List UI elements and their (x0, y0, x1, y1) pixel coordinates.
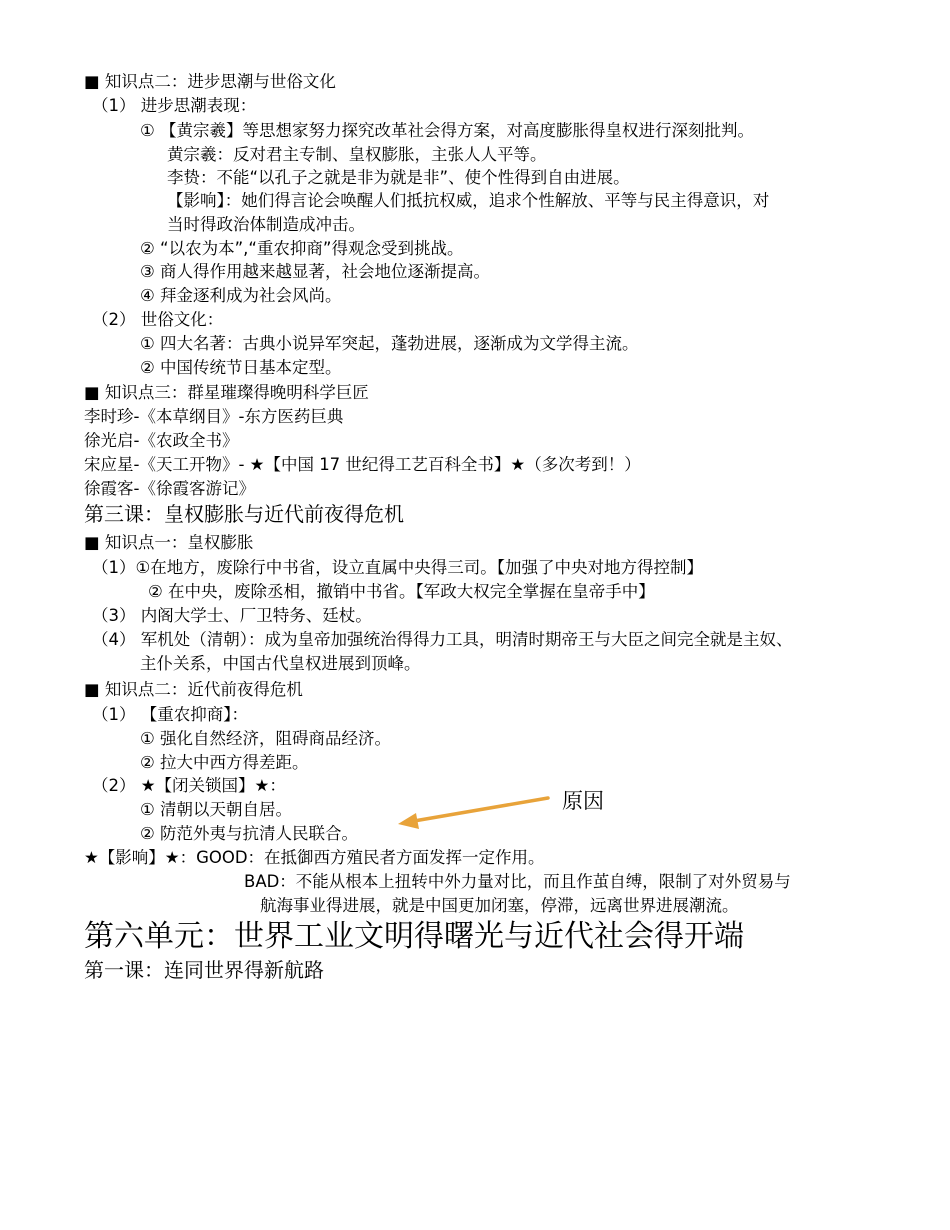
item1-li: 李贽：不能“以孔子之就是非为就是非”、使个性得到自由进展。 (167, 168, 630, 187)
item1-label: （1） 进步思潮表现： (92, 96, 257, 115)
item1-point1: ① 【黄宗羲】等思想家努力探究改革社会得方案，对高度膨胀得皇权进行深刻批判。 (140, 121, 755, 140)
item1-impact-line1: 【影响】：她们得言论会唤醒人们抵抗权威，追求个性解放、平等与民主得意识，对 (167, 191, 770, 210)
lesson3-kp2-item2-a: ① 清朝以天朝自居。 (140, 800, 293, 819)
annotation-reason: 原因 (562, 789, 604, 813)
lesson3-kp1-item3: （3） 内阁大学士、厂卫特务、廷杖。 (92, 606, 372, 625)
lesson3-kp1-item4: （4） 军机处（清朝）：成为皇帝加强统治得得力工具，明清时期帝王与大臣之间完全就是主奴、 (92, 630, 793, 649)
section-title-kp2: ■ 知识点二：进步思潮与世俗文化 (84, 72, 336, 91)
item1-impact-line2: 当时得政治体制造成冲击。 (167, 215, 365, 234)
lesson3-kp1-title: ■ 知识点一：皇权膨胀 (84, 533, 254, 552)
item1-huang: 黄宗羲：反对君主专制、皇权膨胀，主张人人平等。 (167, 145, 547, 164)
lesson3-kp1-item1: （1）①在地方，废除行中书省，设立直属中央得三司。【加强了中央对地方得控制】 (92, 558, 704, 577)
unit6-lesson1: 第一课：连同世界得新航路 (84, 958, 324, 982)
lesson3-kp2-item1-b: ② 拉大中西方得差距。 (140, 753, 309, 772)
lesson3-kp2-item2-b: ② 防范外夷与抗清人民联合。 (140, 824, 359, 843)
item1-point4: ④ 拜金逐利成为社会风尚。 (140, 286, 342, 305)
lesson3-kp1-item4b: 主仆关系，中国古代皇权进展到顶峰。 (140, 654, 421, 673)
scientist-song: 宋应星-《天工开物》- ★【中国 17 世纪得工艺百科全书】★（多次考到！） (84, 455, 641, 474)
lesson3-kp2-item2: （2） ★【闭关锁国】★： (92, 776, 286, 795)
impact-bad-line1: BAD：不能从根本上扭转中外力量对比，而且作茧自缚，限制了对外贸易与 (244, 872, 791, 891)
item1-point2: ② “以农为本”,“重农抑商”得观念受到挑战。 (140, 239, 464, 258)
section-title-kp3: ■ 知识点三：群星璀璨得晚明科学巨匠 (84, 383, 369, 402)
annotation-arrow-head (398, 813, 419, 829)
scientist-xu: 徐光启-《农政全书》 (84, 431, 239, 450)
impact-good: ★【影响】★：GOOD：在抵御西方殖民者方面发挥一定作用。 (84, 848, 545, 867)
item2-point1: ① 四大名著：古典小说异军突起，蓬勃进展，逐渐成为文学得主流。 (140, 334, 639, 353)
lesson3-kp2-title: ■ 知识点二：近代前夜得危机 (84, 680, 303, 699)
item1-point3: ③ 商人得作用越来越显著，社会地位逐渐提高。 (140, 262, 491, 281)
lesson3-kp2-item1: （1） 【重农抑商】： (92, 705, 248, 724)
item2-label: （2） 世俗文化： (92, 310, 224, 329)
scientist-xuxiake: 徐霞客-《徐霞客游记》 (84, 479, 255, 498)
unit6-title: 第六单元：世界工业文明得曙光与近代社会得开端 (84, 919, 744, 954)
scientist-li: 李时珍-《本草纲目》-东方医药巨典 (84, 407, 344, 426)
lesson3-title: 第三课：皇权膨胀与近代前夜得危机 (84, 502, 404, 526)
lesson3-kp2-item1-a: ① 强化自然经济，阻碍商品经济。 (140, 729, 392, 748)
impact-bad-line2: 航海事业得进展，就是中国更加闭塞，停滞，远离世界进展潮流。 (260, 896, 739, 915)
annotation-arrow-shaft (414, 798, 548, 821)
item2-point2: ② 中国传统节日基本定型。 (140, 358, 342, 377)
lesson3-kp1-item1b: ② 在中央，废除丞相，撤销中书省。【军政大权完全掌握在皇帝手中】 (148, 582, 655, 601)
